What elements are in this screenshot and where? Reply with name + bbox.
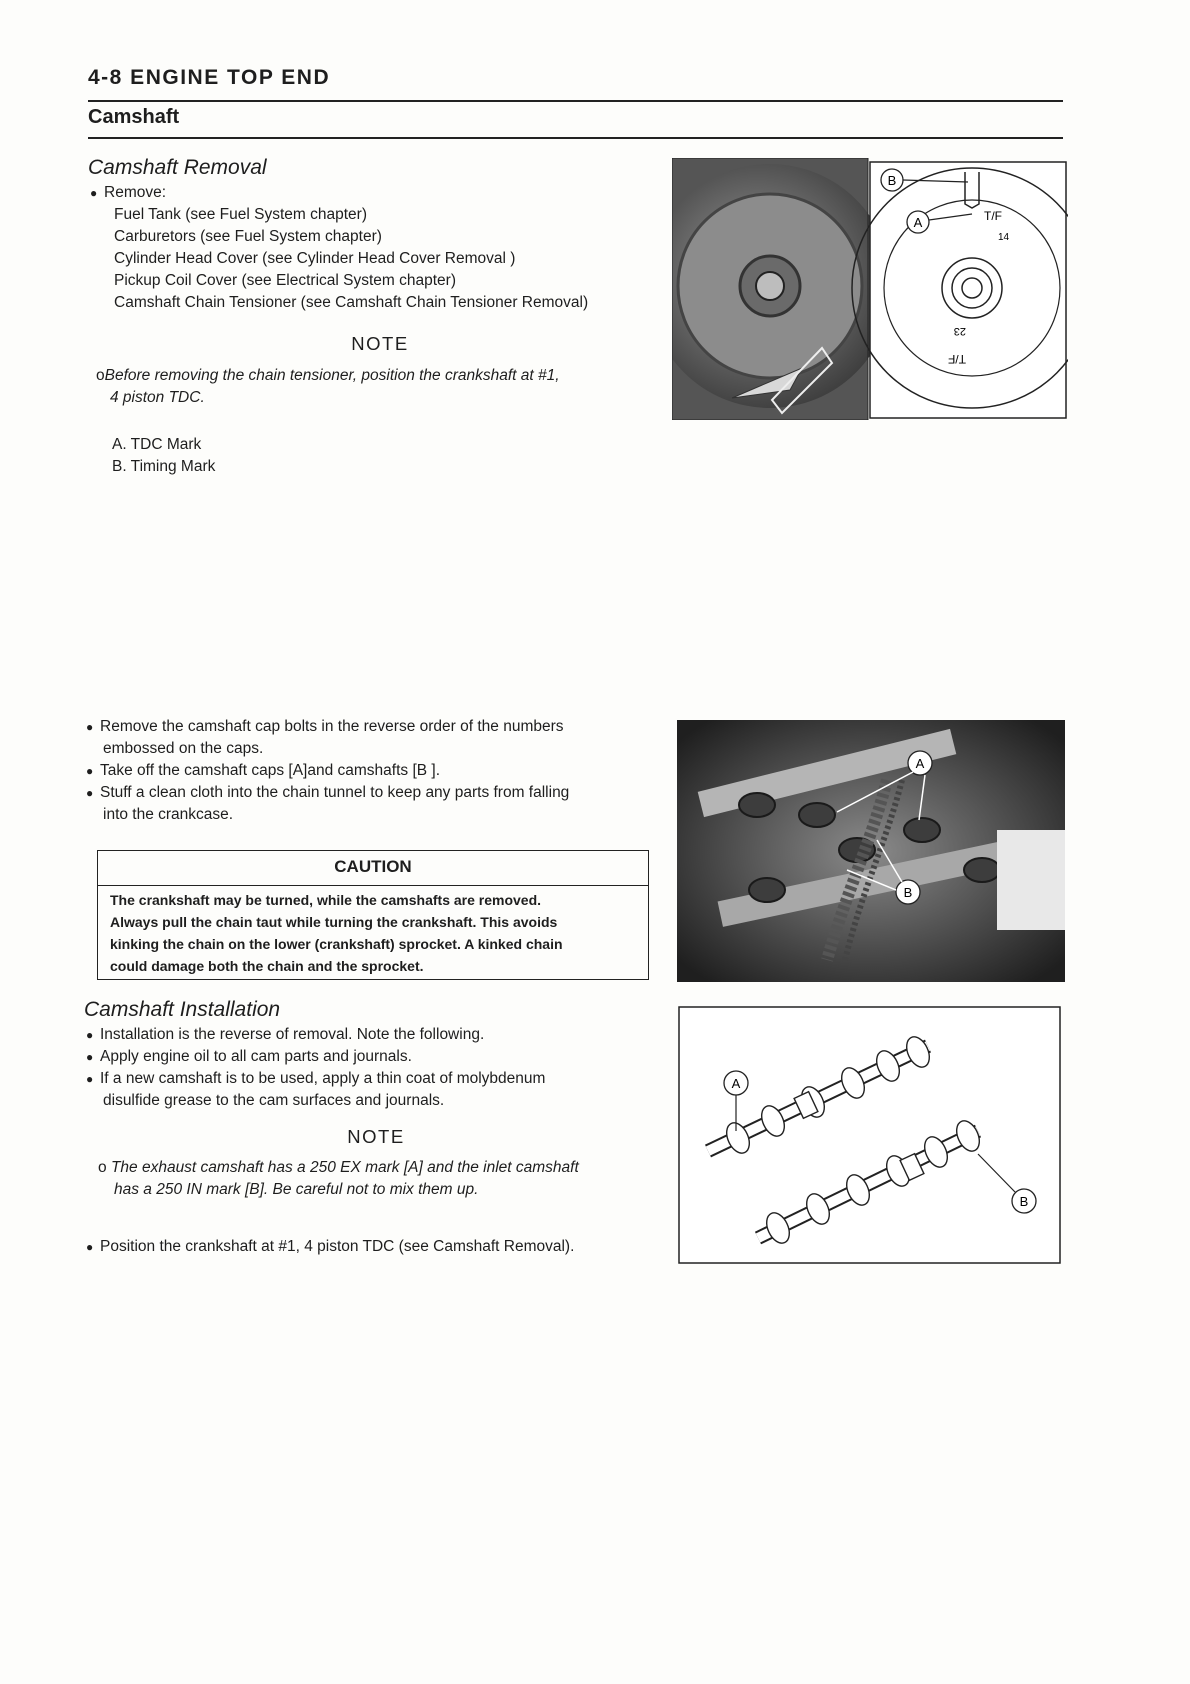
legend-item: B. Timing Mark — [112, 458, 216, 475]
tf-mark: T/F — [984, 209, 1002, 223]
section-title: Camshaft — [88, 106, 180, 128]
page-title: 4-8 ENGINE TOP END — [88, 66, 331, 89]
timing-mark-illustration — [672, 158, 1068, 420]
caution-box — [97, 850, 649, 980]
callout-a: A — [913, 215, 923, 230]
section-rule — [88, 137, 1063, 139]
step-item: ● Installation is the reverse of removal. Note the following. — [88, 1024, 650, 1046]
step-item: ● If a new camshaft is to be used, apply a thin coat of molybdenum disulfide grease to the cam surfaces and journals. — [88, 1068, 650, 1112]
list-item: Camshaft Chain Tensioner (see Camshaft Chain Tensioner Removal) — [114, 294, 589, 311]
camshafts-illustration — [678, 1006, 1061, 1264]
final-step: ● Position the crankshaft at #1, 4 piston TDC (see Camshaft Removal). — [88, 1236, 1190, 1258]
callout-b: B — [1019, 1194, 1029, 1209]
removal-note: oBefore removing the chain tensioner, position the crankshaft at #1, 4 piston TDC. — [96, 367, 560, 406]
remove-list — [114, 204, 588, 314]
mark-14: 14 — [998, 232, 1010, 243]
figure-legend — [112, 434, 215, 478]
callout-b: B — [903, 885, 913, 900]
list-item: Carburetors (see Fuel System chapter) — [114, 228, 382, 245]
installation-note: o The exhaust camshaft has a 250 EX mark [A] and the inlet camshaft has a 250 IN mark [B]. Be careful not to mix them up. — [98, 1159, 579, 1198]
removal-steps — [88, 716, 650, 826]
removal-subheading: Camshaft Removal — [88, 156, 267, 179]
note-heading: NOTE — [351, 333, 409, 354]
caution-heading: CAUTION — [334, 857, 412, 876]
remove-label: ● Remove: — [92, 182, 1190, 204]
callout-a: A — [915, 756, 925, 771]
installation-steps — [88, 1024, 650, 1112]
callout-a: A — [731, 1076, 741, 1091]
list-item: Pickup Coil Cover (see Electrical System chapter) — [114, 272, 456, 289]
tf-mark-inverted: T/F — [948, 352, 966, 366]
callout-b: B — [887, 173, 897, 188]
step-item: ● Take off the camshaft caps [A]and camshafts [B ]. — [88, 760, 650, 782]
installation-subheading: Camshaft Installation — [84, 998, 281, 1021]
step-item: ● Remove the camshaft cap bolts in the reverse order of the numbers embossed on the caps. — [88, 716, 650, 760]
caution-text: The crankshaft may be turned, while the camshafts are removed. Always pull the chain taut while turning the crankshaft. This avoids kinking the chain on the lower (crankshaft) sprocket. A kinked chain could damage both the chain and the sprocket. — [110, 892, 563, 974]
note-heading: NOTE — [347, 1126, 405, 1147]
cam-caps-photo — [677, 720, 1065, 982]
cam-caps-figure — [677, 720, 1065, 982]
list-item: Fuel Tank (see Fuel System chapter) — [114, 206, 367, 223]
step-item: ● Apply engine oil to all cam parts and journals. — [88, 1046, 650, 1068]
camshafts-figure — [678, 1006, 1061, 1264]
step-item: ● Stuff a clean cloth into the chain tunnel to keep any parts from falling into the crankcase. — [88, 782, 650, 826]
timing-mark-figure — [672, 158, 1068, 420]
mark-23: 23 — [953, 325, 966, 337]
header-rule — [88, 100, 1063, 102]
list-item: Cylinder Head Cover (see Cylinder Head Cover Removal ) — [114, 250, 516, 267]
legend-item: A. TDC Mark — [112, 436, 202, 453]
